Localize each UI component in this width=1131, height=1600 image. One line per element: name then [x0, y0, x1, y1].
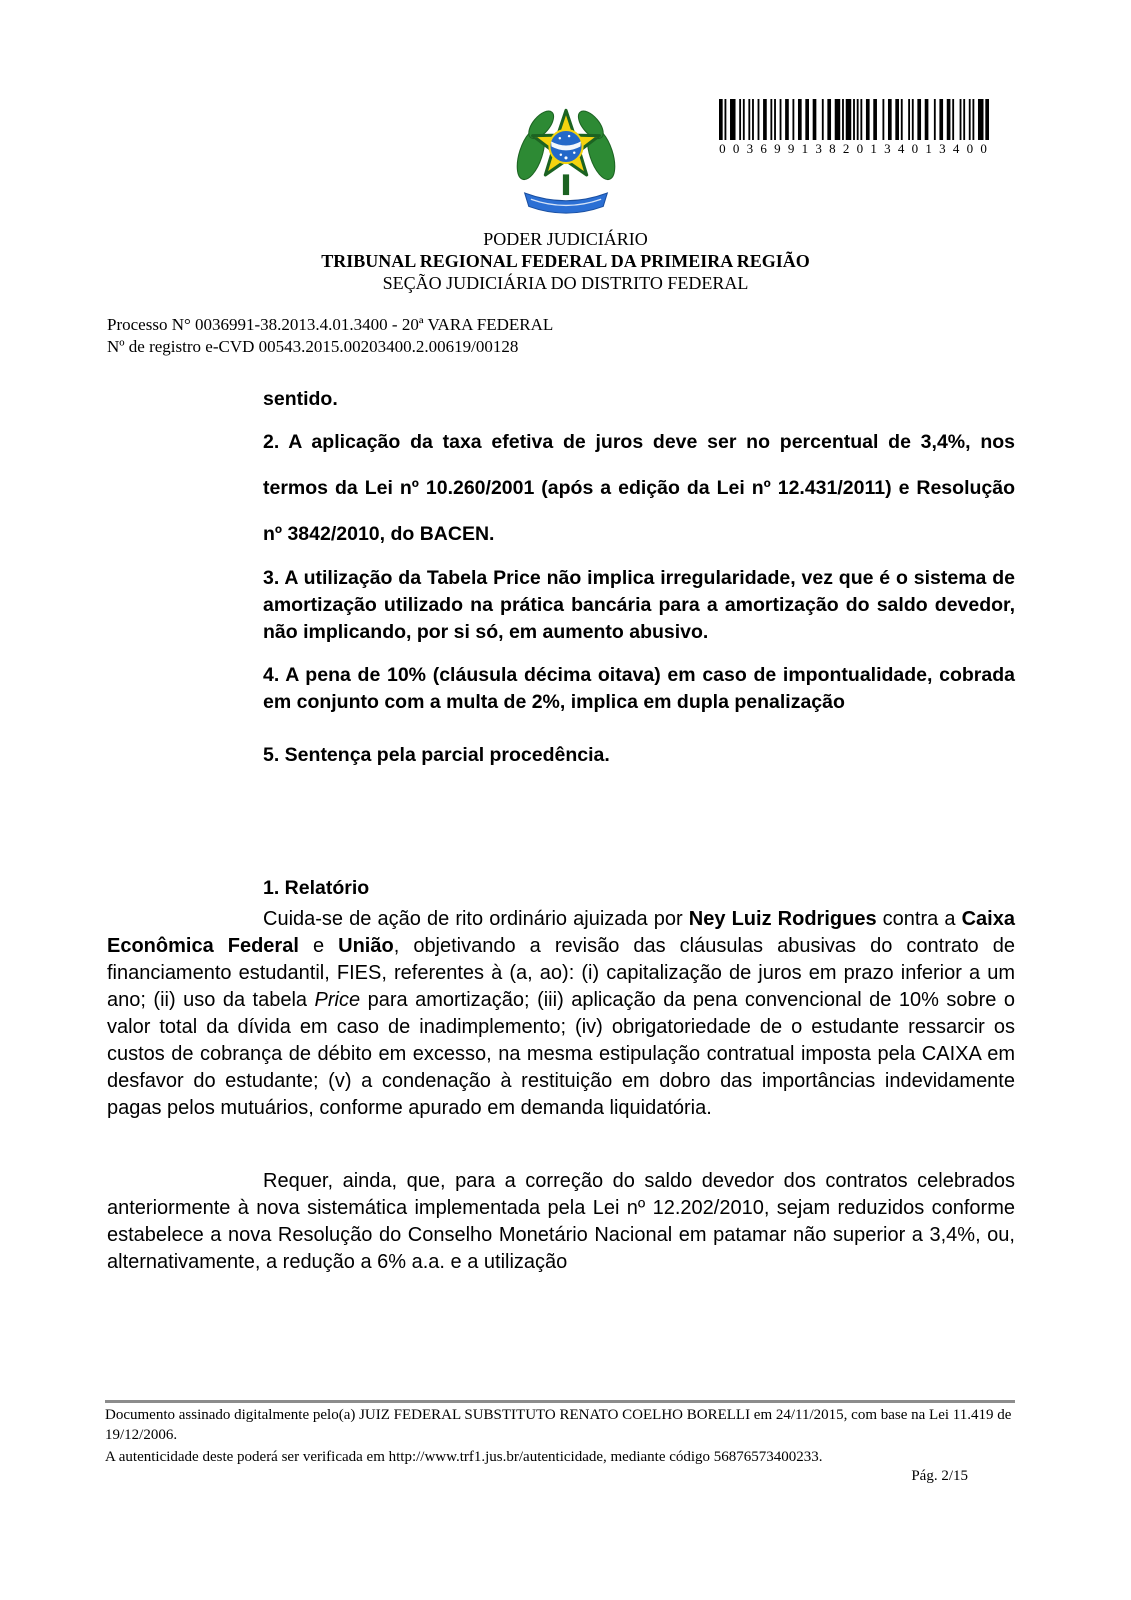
plaintiff-name: Ney Luiz Rodrigues: [688, 908, 877, 930]
report-section-heading: 1. Relatório: [263, 877, 370, 899]
org-line-secao: SEÇÃO JUDICIÁRIA DO DISTRITO FEDERAL: [382, 273, 749, 293]
coat-of-arms-icon: [504, 103, 628, 221]
para1-text: , objetivando a revisão das cláusulas abusivas do contrato de financiamento estudantil, FIES, referentes à (a, ao): (i) capitalização de juros em prazo inferior a um ano; (ii) uso da tabela: [107, 935, 1015, 1011]
process-info: [107, 314, 1015, 358]
defendant-uniao: União: [338, 935, 394, 957]
para1-text: para amortização; (iii) aplicação da pena convencional de 10% sobre o valor total da dívida em caso de inadimplemento; (iv) obrigatoriedade de o estudante ressarcir os custos de cobrança de débito em excesso, na mesma estipulação contratual imposta pela CAIXA em desfavor do estudante; (v) a condenação à restituição em dobro das importâncias indevidamente pagas pelos mutuários, conforme apurado em demanda liquidatória.: [107, 989, 1015, 1119]
digital-signature-line: Documento assinado digitalmente pelo(a) JUIZ FEDERAL SUBSTITUTO RENATO COELHO BORELLI em 24/11/2015, com base na Lei 11.419 de 19/12/2006.: [105, 1407, 1012, 1443]
summary-item-5: 5. Sentença pela parcial procedência.: [263, 744, 610, 766]
report-paragraph-2: Requer, ainda, que, para a correção do saldo devedor dos contratos celebrados anteriormente à nova sistemática implementada pela Lei nº 12.202/2010, sejam reduzidos conforme estabelece a nova Resolução do Conselho Monetário Nacional em patamar não superior a 3,4%, ou, alternativamente, a redução a 6% a.a. e a utilização: [107, 1170, 1015, 1273]
summary-item-4: 4. A pena de 10% (cláusula décima oitava) em caso de impontualidade, cobrada em conjunto com a multa de 2%, implica em dupla penalização: [263, 664, 1015, 713]
org-line-poder-judiciario: PODER JUDICIÁRIO: [483, 229, 648, 249]
summary-continuation: sentido.: [263, 388, 338, 410]
para1-text: contra a: [876, 908, 962, 930]
defendant-caixa: Caixa Econômica Federal: [107, 908, 1015, 957]
registry-number: Nº de registro e-CVD 00543.2015.00203400.2.00619/00128: [107, 337, 519, 356]
tabela-price-term: Price: [314, 989, 361, 1011]
barcode-digits: 0 0 3 6 9 9 1 3 8 2 0 1 3 4 0 1 3 4 0 0: [719, 141, 989, 156]
document-body: [107, 386, 1015, 1276]
para1-text: e: [298, 935, 339, 957]
para1-text: Cuida-se de ação de rito ordinário ajuizada por: [263, 908, 689, 930]
page-number: Pág. 2/15: [911, 1468, 968, 1484]
report-paragraph-1: [107, 906, 1015, 1122]
process-number: Processo N° 0036991-38.2013.4.01.3400 - 20ª VARA FEDERAL: [107, 315, 554, 334]
summary-item-3: 3. A utilização da Tabela Price não implica irregularidade, vez que é o sistema de amortização utilizado na prática bancária para a amortização do saldo devedor, não implicando, por si só, em aumento abusivo.: [263, 567, 1015, 643]
org-line-tribunal: TRIBUNAL REGIONAL FEDERAL DA PRIMEIRA REGIÃO: [321, 251, 810, 271]
court-header: [0, 228, 1131, 294]
barcode-bars: [719, 99, 989, 140]
summary-item-2: 2. A aplicação da taxa efetiva de juros deve ser no percentual de 3,4%, nos termos da Lei nº 10.260/2001 (após a edição da Lei nº 12.431/2011) e Resolução nº 3842/2010, do BACEN.: [263, 431, 1015, 545]
signature-footer: [105, 1400, 1015, 1468]
barcode: [719, 99, 989, 157]
authenticity-line: A autenticidade deste poderá ser verificada em http://www.trf1.jus.br/autenticidade, mediante código 56876573400233.: [105, 1449, 823, 1465]
